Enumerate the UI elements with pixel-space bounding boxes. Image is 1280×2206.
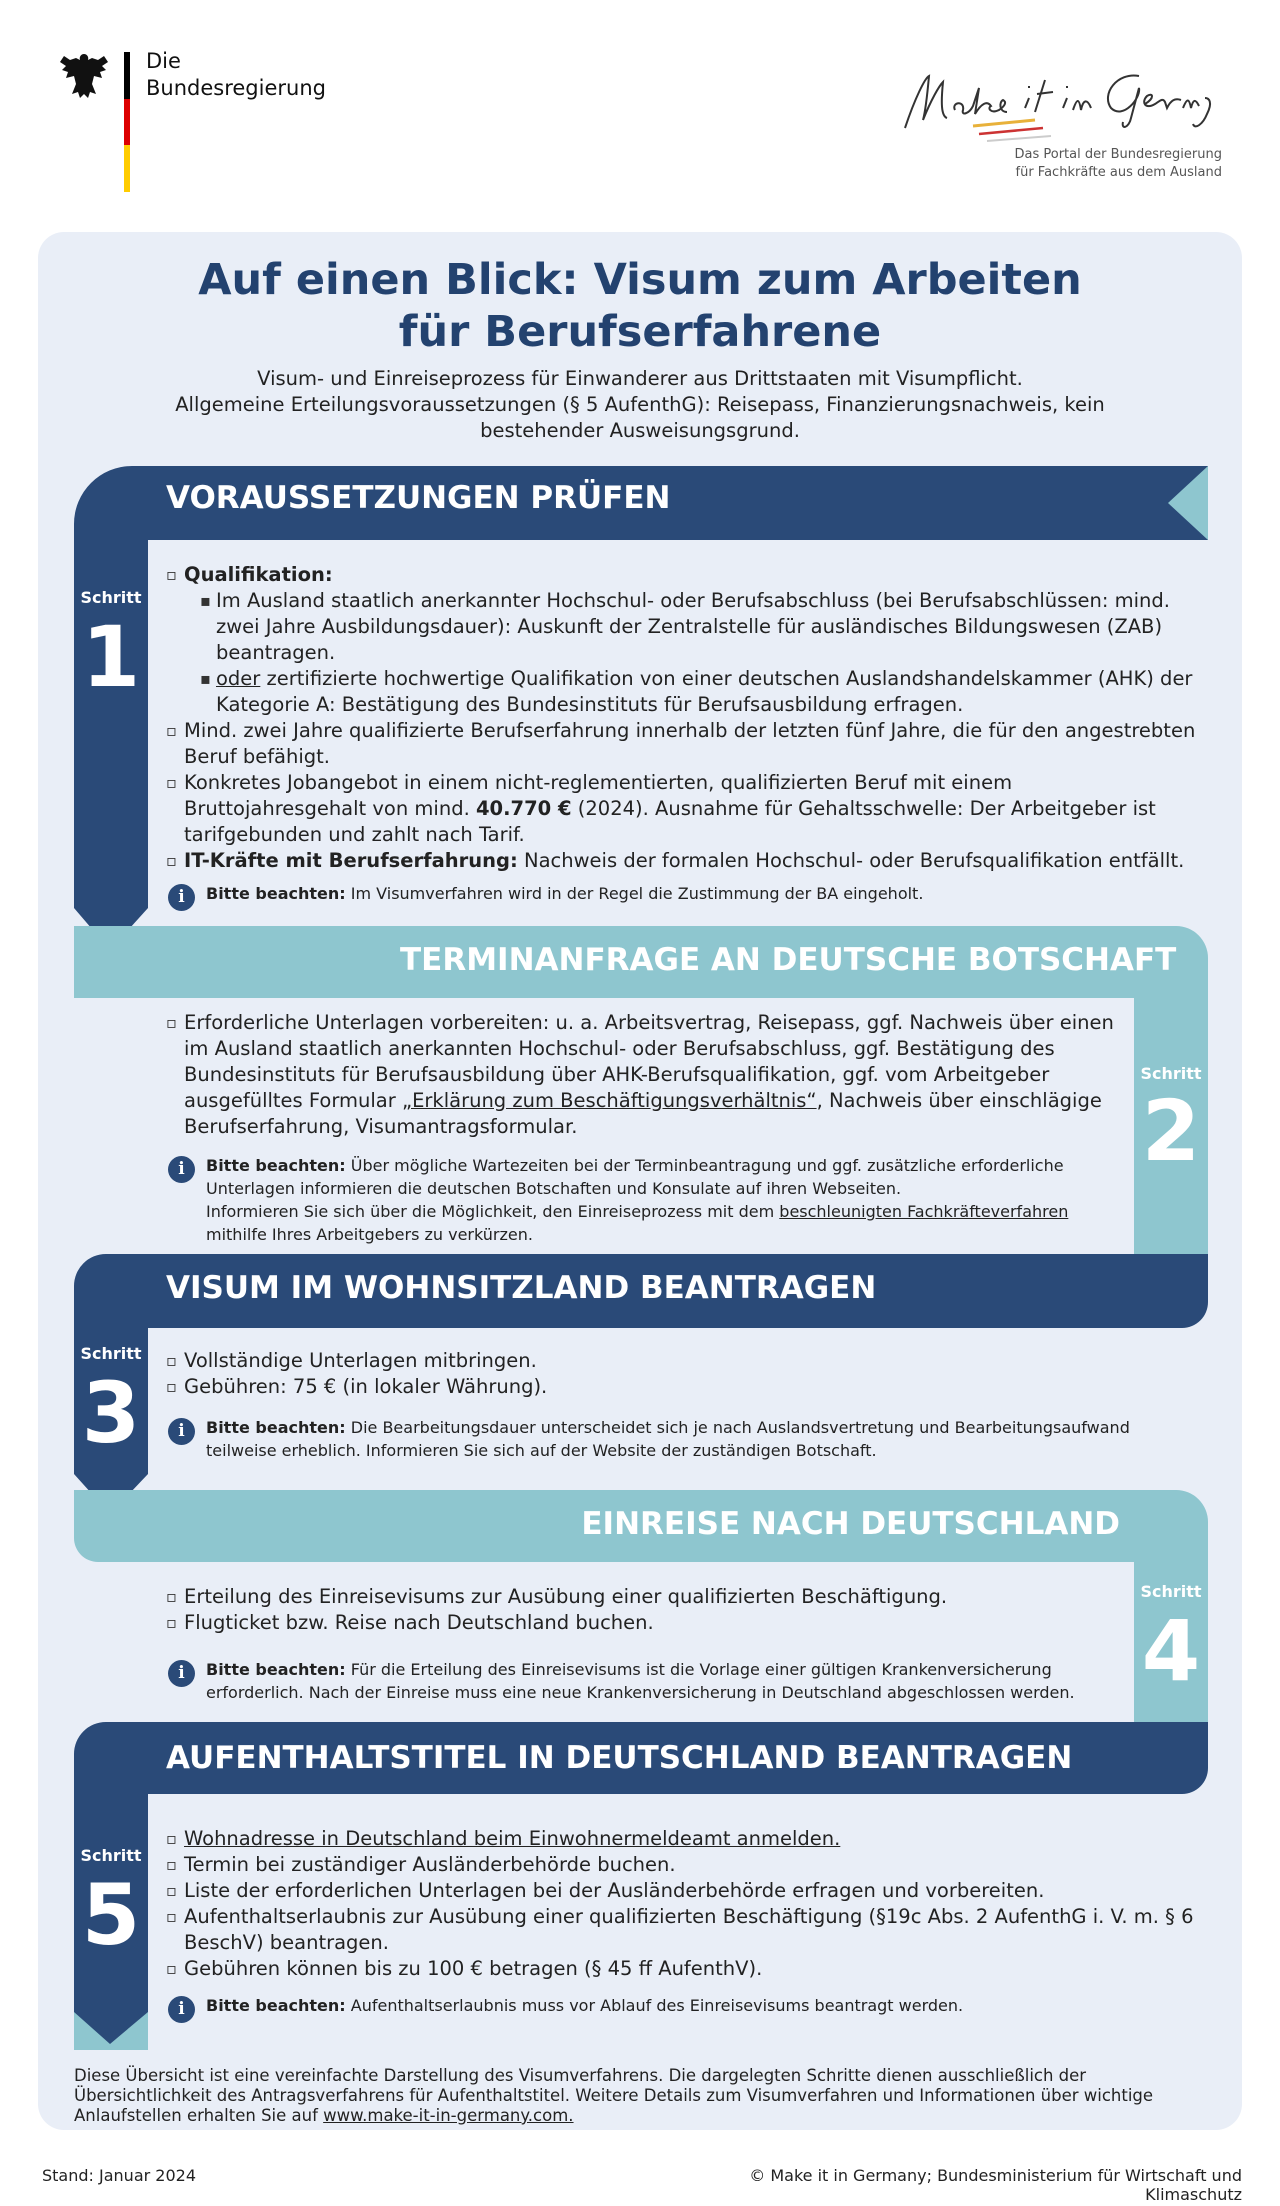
- step-4-content: [166, 1584, 1126, 1636]
- step-1-qualification-a: ▪ Im Ausland staatlich anerkannter Hochschul- oder Berufsabschluss (bei Berufsabschlüssen: mind. zwei Jahre Ausbildungsdauer): Auskunft der Zentralstelle für ausländisches Bildungswesen (ZAB) beantragen.: [166, 588, 1196, 666]
- step-2-item-documents: ▫ Erforderliche Unterlagen vorbereiten: u. a. Arbeitsvertrag, Reisepass, ggf. Nachweis über einen im Ausland staatlich anerkannten Hochschul- oder Berufsabschluss, ggf. Bestätigung des Bundesinstituts für Berufsausbildung über AHK-Berufsqualifikation, ggf. vom Arbeitgeber ausgefülltes Formular „Erklärung zum Beschäftigungsverhältnis“, Nachweis über einschlägige Berufserfahrung, Visumantragsformular.: [166, 1010, 1126, 1140]
- portal-line-1: Das Portal der Bundesregierung: [1014, 147, 1222, 162]
- copyright: © Make it in Germany; Bundesministerium für Wirtschaft und Klimaschutz: [749, 2166, 1242, 2204]
- step-5-title: AUFENTHALTSTITEL IN DEUTSCHLAND BEANTRAGEN: [166, 1740, 1073, 1776]
- title-line-1: Auf einen Blick: Visum zum Arbeiten: [198, 255, 1082, 305]
- step-1-content: [166, 562, 1196, 874]
- step-5-number: 5: [81, 1866, 141, 1964]
- step-2-content: [166, 1010, 1126, 1140]
- step-5-item-permit: ▫ Aufenthaltserlaubnis zur Ausübung einer qualifizierten Beschäftigung (§19c Abs. 2 AufenthG i. V. m. § 6 BeschV) beantragen.: [166, 1904, 1196, 1956]
- step-3-title: VISUM IM WOHNSITZLAND BEANTRAGEN: [166, 1270, 877, 1306]
- einwohnermeldeamt-link[interactable]: Wohnadresse in Deutschland beim Einwohnermeldeamt anmelden.: [184, 1827, 841, 1850]
- step-3-note: i Bitte beachten: Die Bearbeitungsdauer unterscheidet sich je nach Auslandsvertretung und Bearbeitungsaufwand teilweise erheblich. Informieren Sie sich auf der Website der zuständigen Botschaft.: [168, 1416, 1158, 1462]
- step-1-label: Schritt: [80, 588, 142, 607]
- form-link[interactable]: „Erklärung zum Beschäftigungsverhältnis“: [401, 1089, 817, 1112]
- oder-link[interactable]: oder: [216, 667, 261, 690]
- step-4-title: EINREISE NACH DEUTSCHLAND: [581, 1506, 1120, 1542]
- step-3-item-documents: ▫ Vollständige Unterlagen mitbringen.: [166, 1348, 1196, 1374]
- step-4-label: Schritt: [1140, 1582, 1202, 1601]
- info-icon: i: [168, 884, 195, 911]
- step-2-note: i Bitte beachten: Über mögliche Wartezeiten bei der Terminbeantragung und ggf. zusätzliche erforderliche Unterlagen informieren die deutschen Botschaften und Konsulate auf ihren Webseiten. Informieren Sie sich über die Möglichkeit, den Einreiseprozess mit dem beschleunigten Fachkräfteverfahren mithilfe Ihres Arbeitgebers zu verkürzen.: [168, 1154, 1128, 1246]
- step-5-item-address: [166, 1826, 1196, 1852]
- info-icon: i: [168, 1156, 195, 1183]
- step-3-label: Schritt: [80, 1344, 142, 1363]
- step-2-label: Schritt: [1140, 1064, 1202, 1083]
- step-1-item-experience: ▫ Mind. zwei Jahre qualifizierte Berufserfahrung innerhalb der letzten fünf Jahre, die für den angestrebten Beruf befähigt.: [166, 718, 1196, 770]
- info-icon: i: [168, 1660, 195, 1687]
- step-4-item-flight: ▫ Flugticket bzw. Reise nach Deutschland buchen.: [166, 1610, 1126, 1636]
- step-1-item-job-offer: ▫ Konkretes Jobangebot in einem nicht-reglementierten, qualifizierten Beruf mit einem Bruttojahresgehalt von mind. 40.770 € (2024). Ausnahme für Gehaltsschwelle: Der Arbeitgeber ist tarifgebunden und zahlt nach Tarif.: [166, 770, 1196, 848]
- info-icon: i: [168, 1418, 195, 1445]
- info-icon: i: [168, 1996, 195, 2023]
- step-5-item-appointment: ▫ Termin bei zuständiger Ausländerbehörde buchen.: [166, 1852, 1196, 1878]
- step-4-number: 4: [1141, 1602, 1201, 1700]
- step-4-item-visa: ▫ Erteilung des Einreisevisums zur Ausübung einer qualifizierten Beschäftigung.: [166, 1584, 1126, 1610]
- step-5-note: i Bitte beachten: Aufenthaltserlaubnis muss vor Ablauf des Einreisevisums beantragt werden.: [168, 1994, 1158, 2017]
- step-3-item-fees: ▫ Gebühren: 75 € (in lokaler Währung).: [166, 1374, 1196, 1400]
- step-5-item-documents: ▫ Liste der erforderlichen Unterlagen bei der Ausländerbehörde erfragen und vorbereiten.: [166, 1878, 1196, 1904]
- step-1-number: 1: [81, 608, 141, 706]
- step-2-number: 2: [1141, 1082, 1201, 1180]
- footnote: Diese Übersicht ist eine vereinfachte Darstellung des Visumverfahrens. Die dargelegten Schritte dienen ausschließlich der Übersichtlichkeit des Antragsverfahrens für Aufenthaltstitel. Weitere Details zum Visumverfahren und Informationen über wichtige Anlaufstellen erhalten Sie auf www.make-it-in-germany.com.: [74, 2066, 1154, 2125]
- subtitle-line-1: Visum- und Einreiseprozess für Einwanderer aus Drittstaaten mit Visumpflicht.: [257, 367, 1023, 390]
- step-1-note: i Bitte beachten: Im Visumverfahren wird in der Regel die Zustimmung der BA eingeholt.: [168, 882, 1168, 905]
- stand-date: Stand: Januar 2024: [42, 2166, 196, 2185]
- gov-line-2: Bundesregierung: [146, 76, 326, 100]
- step-1-qualification-b: ▪ oder zertifizierte hochwertige Qualifikation von einer deutschen Auslandshandelskammer (AHK) der Kategorie A: Bestätigung des Bundesinstituts für Berufsausbildung erfragen.: [166, 666, 1196, 718]
- step-5-label: Schritt: [80, 1846, 142, 1865]
- gov-line-1: Die: [146, 49, 181, 73]
- subtitle-line-2: Allgemeine Erteilungsvoraussetzungen (§ 5 AufenthG): Reisepass, Finanzierungsnachweis, kein bestehender Ausweisungsgrund.: [175, 393, 1105, 442]
- step-3-number: 3: [81, 1364, 141, 1462]
- step-3-content: [166, 1348, 1196, 1400]
- step-1-qualification: ▫ Qualifikation:: [166, 562, 1196, 588]
- website-link[interactable]: www.make-it-in-germany.com.: [323, 2106, 574, 2125]
- title-line-2: für Berufserfahrene: [398, 307, 882, 357]
- step-2-title: TERMINANFRAGE AN DEUTSCHE BOTSCHAFT: [400, 942, 1177, 978]
- step-1-item-it: ▫ IT-Kräfte mit Berufserfahrung: Nachweis der formalen Hochschul- oder Berufsqualifikation entfällt.: [166, 848, 1196, 874]
- step-5-content: [166, 1826, 1196, 1982]
- step-1-title: VORAUSSETZUNGEN PRÜFEN: [166, 480, 671, 516]
- portal-line-2: für Fachkräfte aus dem Ausland: [1015, 165, 1222, 180]
- step-4-note: i Bitte beachten: Für die Erteilung des Einreisevisums ist die Vorlage einer gültigen Krankenversicherung erforderlich. Nach der Einreise muss eine neue Krankenversicherung in Deutschland abgeschlossen werden.: [168, 1658, 1128, 1704]
- fachkraefteverfahren-link[interactable]: beschleunigten Fachkräfteverfahren: [779, 1202, 1069, 1221]
- step-5-item-fees: ▫ Gebühren können bis zu 100 € betragen (§ 45 ff AufenthV).: [166, 1956, 1196, 1982]
